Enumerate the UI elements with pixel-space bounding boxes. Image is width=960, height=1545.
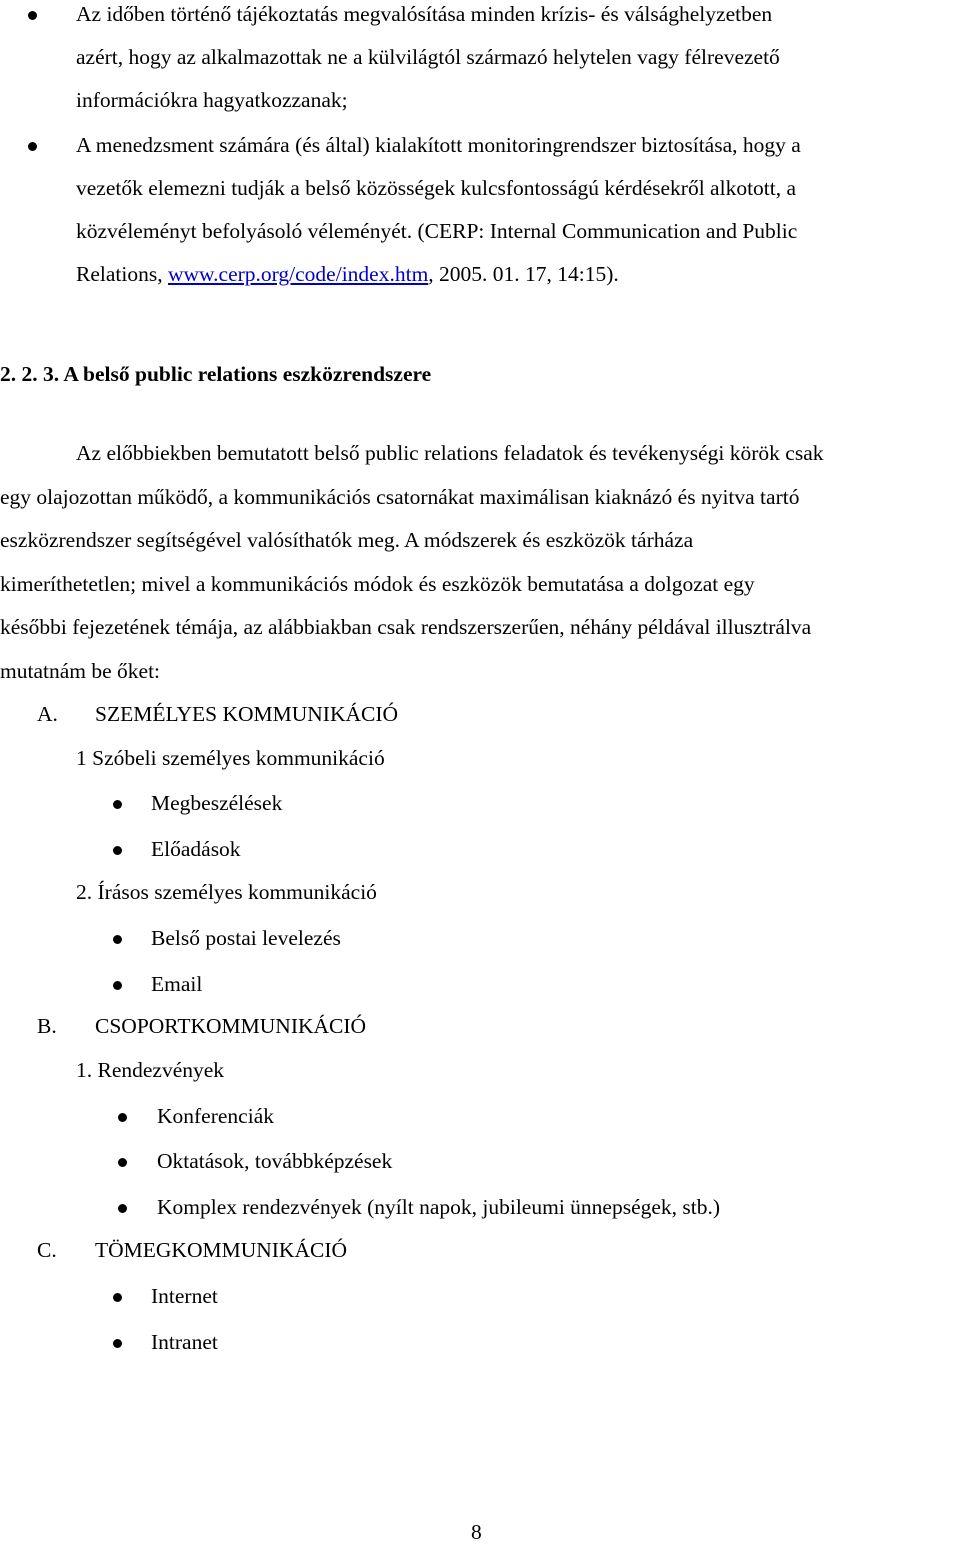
outline-b-sub1: 1. Rendezvények bbox=[76, 1058, 225, 1082]
citation-suffix: , 2005. 01. 17, 14:15). bbox=[428, 262, 619, 286]
outline-a-sub1-item-1: Megbeszélések bbox=[151, 791, 283, 815]
outline-a-sub2: 2. Írásos személyes kommunikáció bbox=[76, 880, 377, 904]
bullet-icon bbox=[28, 142, 37, 151]
outline-b-sub1-item-1: Konferenciák bbox=[157, 1104, 274, 1128]
body-line-6: mutatnám be őket: bbox=[0, 659, 161, 683]
body-line-5: későbbi fejezetének témája, az alábbiakban csak rendszerszerűen, néhány példával illusztrálva bbox=[0, 615, 812, 639]
page-number: 8 bbox=[471, 1520, 482, 1544]
bullet-icon bbox=[113, 935, 122, 944]
intro-bullet-1-line-3: információkra hagyatkozzanak; bbox=[76, 88, 348, 112]
bullet-icon bbox=[118, 1204, 127, 1213]
bullet-icon bbox=[113, 1339, 122, 1348]
bullet-icon bbox=[118, 1158, 127, 1167]
intro-bullet-1-line-1: Az időben történő tájékoztatás megvalósítása minden krízis- és válsághelyzetben bbox=[76, 2, 773, 26]
bullet-icon bbox=[28, 11, 37, 20]
bullet-icon bbox=[113, 846, 122, 855]
intro-bullet-2-line-2: vezetők elemezni tudják a belső közösségek kulcsfontosságú kérdésekről alkotott, a bbox=[76, 176, 797, 200]
outline-c-title: TÖMEGKOMMUNIKÁCIÓ bbox=[95, 1238, 348, 1262]
intro-bullet-1-line-2: azért, hogy az alkalmazottak ne a külvilágtól származó helytelen vagy félrevezető bbox=[76, 45, 780, 69]
outline-c-item-2: Intranet bbox=[151, 1330, 218, 1354]
outline-b-title: CSOPORTKOMMUNIKÁCIÓ bbox=[95, 1014, 367, 1038]
outline-b-sub1-item-3: Komplex rendezvények (nyílt napok, jubileumi ünnepségek, stb.) bbox=[157, 1195, 721, 1219]
intro-bullet-2-line-1: A menedzsment számára (és által) kialakított monitoringrendszer biztosítása, hogy a bbox=[76, 133, 801, 157]
outline-b-letter: B. bbox=[37, 1014, 57, 1038]
bullet-icon bbox=[118, 1113, 127, 1122]
outline-a-letter: A. bbox=[37, 702, 58, 726]
outline-a-sub1-item-2: Előadások bbox=[151, 837, 241, 861]
outline-a-sub2-item-1: Belső postai levelezés bbox=[151, 926, 341, 950]
section-heading: 2. 2. 3. A belső public relations eszközrendszere bbox=[0, 362, 432, 386]
outline-c-item-1: Internet bbox=[151, 1284, 218, 1308]
outline-a-title: SZEMÉLYES KOMMUNIKÁCIÓ bbox=[95, 702, 399, 726]
bullet-icon bbox=[113, 1293, 122, 1302]
intro-bullet-2-line-4 bbox=[76, 262, 619, 287]
body-line-1: Az előbbiekben bemutatott belső public relations feladatok és tevékenységi körök csak bbox=[76, 441, 824, 465]
intro-bullet-2-line-3: közvéleményt befolyásoló véleményét. (CERP: Internal Communication and Public bbox=[76, 219, 798, 243]
body-line-2: egy olajozottan működő, a kommunikációs csatornákat maximálisan kiaknázó és nyitva tartó bbox=[0, 485, 800, 509]
outline-a-sub2-item-2: Email bbox=[151, 972, 203, 996]
bullet-icon bbox=[113, 981, 122, 990]
cerp-link[interactable]: www.cerp.org/code/index.htm bbox=[167, 262, 429, 286]
body-line-4: kimeríthetetlen; mivel a kommunikációs módok és eszközök bemutatása a dolgozat egy bbox=[0, 572, 755, 596]
outline-c-letter: C. bbox=[37, 1238, 57, 1262]
bullet-icon bbox=[113, 800, 122, 809]
citation-prefix: Relations, bbox=[76, 262, 168, 286]
body-line-3: eszközrendszer segítségével valósíthatók meg. A módszerek és eszközök tárháza bbox=[0, 528, 694, 552]
outline-a-sub1: 1 Szóbeli személyes kommunikáció bbox=[76, 746, 385, 770]
outline-b-sub1-item-2: Oktatások, továbbképzések bbox=[157, 1149, 393, 1173]
